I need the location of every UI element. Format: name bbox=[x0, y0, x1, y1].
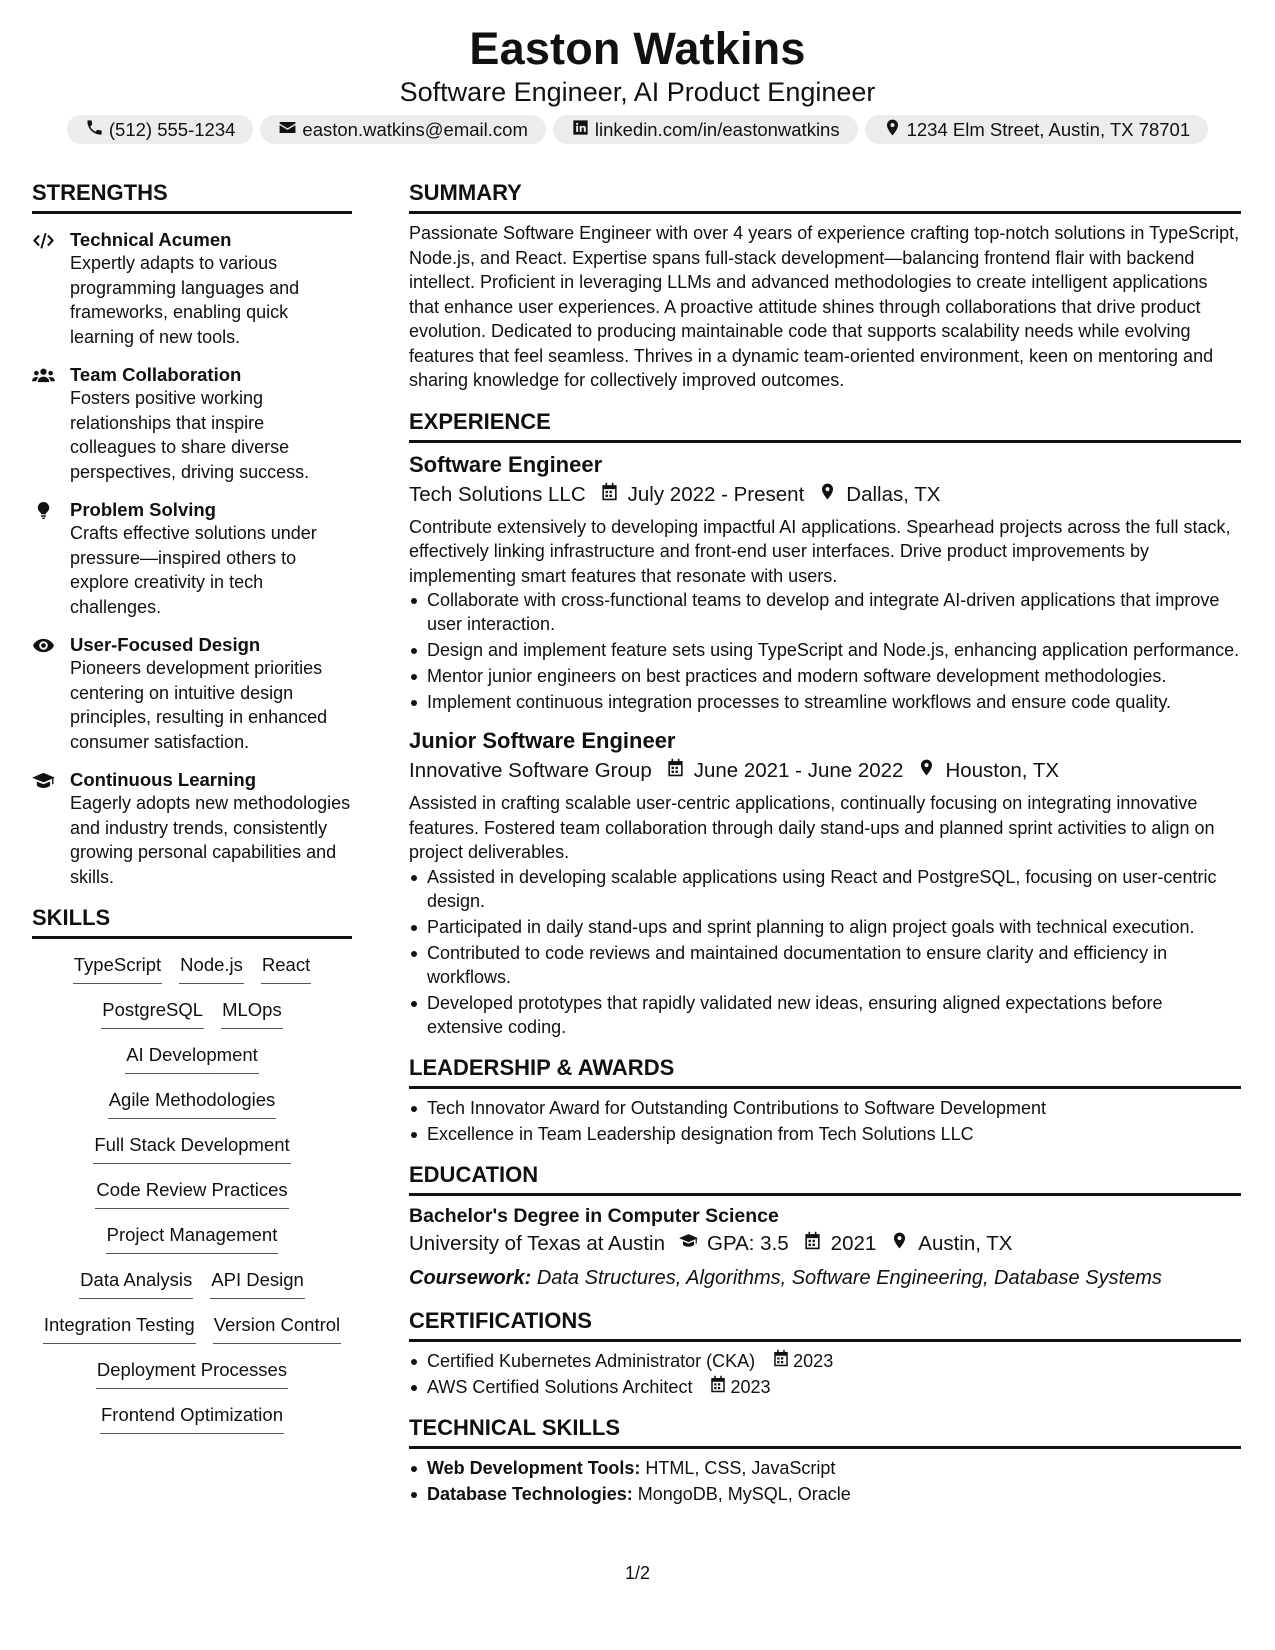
calendar-icon bbox=[709, 1375, 730, 1399]
leadership-section bbox=[409, 1053, 1241, 1146]
graduation-cap-icon bbox=[665, 1229, 707, 1259]
skill-tag: AI Development bbox=[125, 1043, 259, 1074]
address-pill[interactable] bbox=[865, 115, 1209, 144]
leadership-list bbox=[409, 1096, 1241, 1146]
phone-pill[interactable] bbox=[67, 115, 254, 144]
job-bullet: Assisted in developing scalable applications using React and PostgreSQL, focusing on user-centric design. bbox=[409, 865, 1241, 913]
technical-skill-item bbox=[409, 1456, 1241, 1480]
calendar-icon bbox=[772, 1349, 793, 1373]
email-text: easton.watkins@email.com bbox=[302, 118, 528, 140]
resume-header bbox=[0, 22, 1275, 144]
job-bullet: Participated in daily stand-ups and sprint planning to align project goals with technical execution. bbox=[409, 915, 1241, 939]
company-name: Tech Solutions LLC bbox=[409, 482, 586, 506]
school-name: University of Texas at Austin bbox=[409, 1231, 665, 1255]
job-bullets bbox=[409, 865, 1241, 1039]
skill-row bbox=[32, 1043, 352, 1088]
education-heading: EDUCATION bbox=[409, 1160, 1241, 1196]
strength-item bbox=[32, 228, 352, 349]
technical-skills-section bbox=[409, 1413, 1241, 1506]
technical-skills-list bbox=[409, 1456, 1241, 1506]
school-location: Austin, TX bbox=[918, 1231, 1013, 1255]
certification-year: 2023 bbox=[730, 1376, 771, 1397]
strength-desc: Pioneers development priorities centering on intuitive design principles, resulting in enhanced consumer satisfaction. bbox=[70, 658, 328, 752]
certifications-section bbox=[409, 1306, 1241, 1399]
address-text: 1234 Elm Street, Austin, TX 78701 bbox=[906, 118, 1191, 140]
job-bullet: Implement continuous integration processes to streamline workflows and ensure code quality. bbox=[409, 690, 1241, 714]
technical-skill-label: Database Technologies: bbox=[427, 1483, 633, 1504]
envelope-icon bbox=[278, 118, 297, 142]
award-item: Excellence in Team Leadership designation from Tech Solutions LLC bbox=[409, 1122, 1241, 1146]
job-bullet: Design and implement feature sets using TypeScript and Node.js, enhancing application performance. bbox=[409, 638, 1241, 662]
certifications-list bbox=[409, 1349, 1241, 1399]
lightbulb-icon bbox=[32, 498, 70, 619]
graduation-cap-icon bbox=[32, 768, 70, 889]
certifications-heading: CERTIFICATIONS bbox=[409, 1306, 1241, 1342]
left-column bbox=[32, 178, 352, 1448]
job-meta bbox=[409, 480, 1241, 510]
strength-desc: Fosters positive working relationships that inspire colleagues to share diverse perspectives, driving success. bbox=[70, 388, 310, 482]
candidate-title: Software Engineer, AI Product Engineer bbox=[399, 77, 876, 107]
page-number: 1/2 bbox=[624, 1563, 651, 1583]
coursework-list: Data Structures, Algorithms, Software Engineering, Database Systems bbox=[536, 1266, 1162, 1289]
job-location: Dallas, TX bbox=[846, 482, 941, 506]
strength-title: Problem Solving bbox=[70, 499, 216, 520]
linkedin-pill[interactable] bbox=[553, 115, 858, 144]
skill-row bbox=[32, 1133, 352, 1178]
skill-tag: PostgreSQL bbox=[101, 998, 204, 1029]
job-title: Junior Software Engineer bbox=[409, 728, 676, 753]
technical-skill-value: HTML, CSS, JavaScript bbox=[645, 1457, 836, 1478]
award-item: Tech Innovator Award for Outstanding Contributions to Software Development bbox=[409, 1096, 1241, 1120]
phone-icon bbox=[85, 118, 104, 142]
skill-row bbox=[32, 953, 352, 998]
coursework-label: Coursework: bbox=[409, 1266, 532, 1289]
skill-row bbox=[32, 1358, 352, 1403]
job-bullet: Mentor junior engineers on best practices and modern software development methodologies. bbox=[409, 664, 1241, 688]
skill-tag: Node.js bbox=[179, 953, 244, 984]
map-pin-icon bbox=[804, 480, 846, 510]
education-section bbox=[409, 1160, 1241, 1292]
skill-row bbox=[32, 1178, 352, 1223]
skill-tag: Agile Methodologies bbox=[108, 1088, 277, 1119]
certification-year-group bbox=[709, 1375, 770, 1399]
certification-name: Certified Kubernetes Administrator (CKA) bbox=[427, 1350, 756, 1371]
job-description: Contribute extensively to developing impactful AI applications. Spearhead projects across the full stack, effectively linking infrastructure and front-end user interfaces. Drive product improvements by implementing smart features that resonate with users. bbox=[409, 516, 1231, 586]
candidate-name: Easton Watkins bbox=[469, 23, 806, 74]
skill-row bbox=[32, 1223, 352, 1268]
skill-tag: TypeScript bbox=[73, 953, 162, 984]
technical-skills-heading: TECHNICAL SKILLS bbox=[409, 1413, 1241, 1449]
strength-title: User-Focused Design bbox=[70, 634, 261, 655]
users-icon bbox=[32, 363, 70, 484]
linkedin-text: linkedin.com/in/eastonwatkins bbox=[594, 118, 840, 140]
code-icon bbox=[32, 228, 70, 349]
job-bullet: Collaborate with cross-functional teams to develop and integrate AI-driven applications that improve user interaction. bbox=[409, 588, 1241, 636]
skill-tag: Deployment Processes bbox=[96, 1358, 288, 1389]
job-bullet: Contributed to code reviews and maintained documentation to ensure clarity and efficiency in workflows. bbox=[409, 941, 1241, 989]
eye-icon bbox=[32, 633, 70, 754]
strength-title: Team Collaboration bbox=[70, 364, 242, 385]
strength-item bbox=[32, 363, 352, 484]
certification-item bbox=[409, 1349, 1241, 1373]
skill-row bbox=[32, 1403, 352, 1448]
skill-tag: Data Analysis bbox=[79, 1268, 193, 1299]
skill-tag: Code Review Practices bbox=[95, 1178, 288, 1209]
strength-desc: Crafts effective solutions under pressure—inspired others to explore creativity in tech challenges. bbox=[70, 523, 317, 617]
job-dates: June 2021 - June 2022 bbox=[693, 759, 904, 782]
skill-row bbox=[32, 1313, 352, 1358]
skill-tag: Project Management bbox=[106, 1223, 279, 1254]
skill-tag: MLOps bbox=[221, 998, 283, 1029]
skill-tag: Version Control bbox=[213, 1313, 341, 1344]
summary-section bbox=[409, 178, 1241, 393]
strength-item bbox=[32, 498, 352, 619]
calendar-icon bbox=[586, 480, 628, 510]
skill-row bbox=[32, 998, 352, 1043]
map-pin-icon bbox=[876, 1229, 918, 1259]
calendar-icon bbox=[789, 1229, 831, 1259]
strengths-heading: STRENGTHS bbox=[32, 178, 352, 214]
company-name: Innovative Software Group bbox=[409, 759, 652, 782]
certification-name: AWS Certified Solutions Architect bbox=[427, 1376, 693, 1397]
summary-heading: SUMMARY bbox=[409, 178, 1241, 214]
technical-skill-value: MongoDB, MySQL, Oracle bbox=[637, 1483, 851, 1504]
certification-year-group bbox=[772, 1349, 833, 1373]
skill-tag: API Design bbox=[210, 1268, 305, 1299]
skill-tag: Frontend Optimization bbox=[100, 1403, 284, 1434]
strength-item bbox=[32, 633, 352, 754]
leadership-heading: LEADERSHIP & AWARDS bbox=[409, 1053, 1241, 1089]
job-bullet: Developed prototypes that rapidly validated new ideas, ensuring aligned expectations before extensive coding. bbox=[409, 991, 1241, 1039]
email-pill[interactable] bbox=[260, 115, 545, 144]
skills-cloud bbox=[32, 953, 352, 1448]
degree-title: Bachelor's Degree in Computer Science bbox=[409, 1204, 779, 1227]
job-description: Assisted in crafting scalable user-centric applications, continually focusing on integrating innovative features. Fostered team collaboration through daily stand-ups and planned sprint activities to align on project deliverables. bbox=[409, 793, 1215, 862]
map-pin-icon bbox=[883, 118, 902, 142]
skill-tag: Integration Testing bbox=[43, 1313, 196, 1344]
phone-text: (512) 555-1234 bbox=[108, 118, 236, 140]
experience-heading: EXPERIENCE bbox=[409, 407, 1241, 443]
graduation-year: 2021 bbox=[830, 1231, 877, 1255]
strength-desc: Expertly adapts to various programming languages and frameworks, enabling quick learning of new tools. bbox=[70, 253, 300, 347]
skill-tag: Full Stack Development bbox=[93, 1133, 290, 1164]
strength-item bbox=[32, 768, 352, 889]
job-bullets bbox=[409, 588, 1241, 714]
skill-row bbox=[32, 1268, 352, 1313]
gpa-text: GPA: 3.5 bbox=[707, 1231, 789, 1255]
calendar-icon bbox=[652, 756, 694, 786]
skill-row bbox=[32, 1088, 352, 1133]
job-dates: July 2022 - Present bbox=[627, 482, 805, 506]
job-title: Software Engineer bbox=[409, 451, 603, 477]
right-column bbox=[409, 178, 1241, 1520]
contact-bar bbox=[0, 115, 1275, 144]
skill-tag: React bbox=[261, 953, 311, 984]
job-location: Houston, TX bbox=[945, 759, 1060, 782]
strength-title: Continuous Learning bbox=[70, 769, 257, 790]
summary-text: Passionate Software Engineer with over 4 years of experience crafting top-notch solutions in TypeScript, Node.js, and React. Expertise spans full-stack development—balancing frontend flair with backend intellect. Proficient in leveraging LLMs and advanced methodologies to create intelligent applications that enhance user experiences. A proactive attitude shines through collaborations that drive product evolution. Dedicated to producing maintainable code that supports scalability needs while evolving features that feel seamless. Thrives in a dynamic team-oriented environment, keen on mentoring and sharing knowledge for collectively improved outcomes. bbox=[409, 223, 1240, 390]
strengths-list bbox=[32, 228, 352, 889]
strength-title: Technical Acumen bbox=[70, 229, 232, 250]
job-entry bbox=[409, 726, 1241, 1039]
certification-item bbox=[409, 1375, 1241, 1399]
job-entry bbox=[409, 450, 1241, 715]
coursework bbox=[409, 1264, 1241, 1292]
certification-year: 2023 bbox=[793, 1350, 834, 1371]
map-pin-icon bbox=[903, 756, 945, 786]
technical-skill-item bbox=[409, 1482, 1241, 1506]
job-meta bbox=[409, 756, 1241, 786]
skills-heading: SKILLS bbox=[32, 903, 352, 939]
experience-section bbox=[409, 407, 1241, 1039]
strength-desc: Eagerly adopts new methodologies and industry trends, consistently growing personal capabilities and skills. bbox=[70, 793, 351, 887]
education-meta bbox=[409, 1229, 1241, 1259]
technical-skill-label: Web Development Tools: bbox=[427, 1457, 641, 1478]
linkedin-icon bbox=[571, 118, 590, 142]
